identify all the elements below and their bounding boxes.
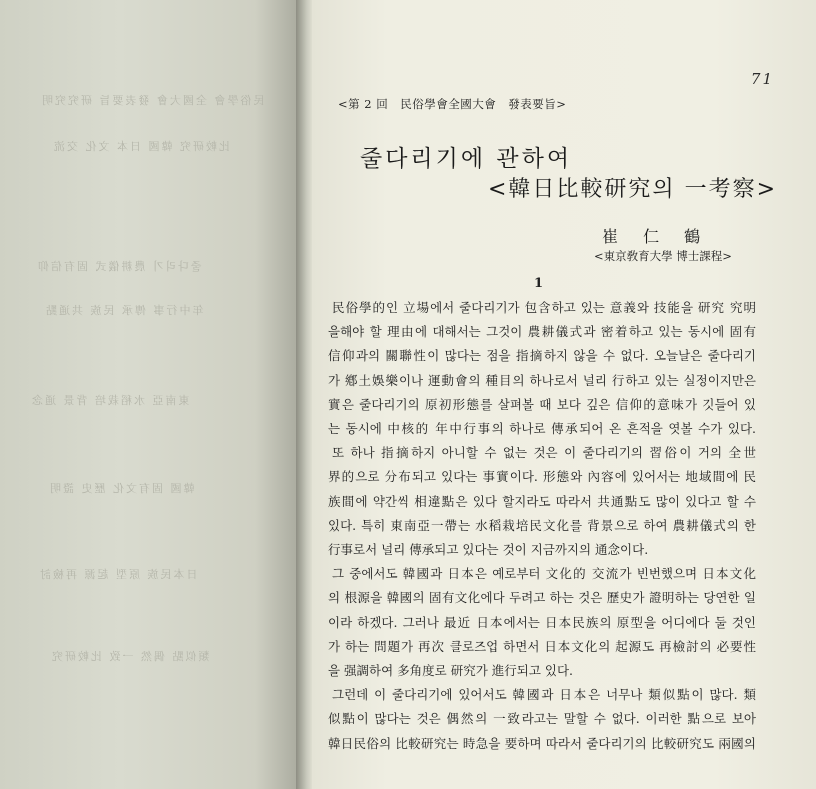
article-body [328, 296, 756, 756]
page-number: 71 [750, 70, 774, 88]
session-heading: <第 2 回 民俗學會全國大會 發表要旨> [338, 97, 567, 111]
bleed-line: 日本民族 原型 起源 再檢討 [38, 568, 198, 581]
body-line: 信仰과의 關聯性이 많다는 점을 指摘하지 않을 수 없다. 오늘날은 줄다리기 [328, 348, 756, 364]
article-subtitle: <韓日比較研究의 一考察> [488, 177, 778, 202]
author-name: 崔 仁 鶴 [602, 227, 711, 246]
body-line: 는 동시에 中核的 年中行事의 하나로 傳承되어 온 흔적을 엿볼 수가 있다. [328, 421, 756, 437]
author-affiliation: <東京敎育大學 博士課程> [594, 249, 732, 263]
body-line: 族間에 약간씩 相違點은 있다 할지라도 따라서 共通點도 많이 있다고 할 수 [328, 493, 756, 509]
body-line: 이라 하겠다. 그러나 最近 日本에서는 日本民族의 原型을 어디에다 둘 것인 [328, 614, 756, 630]
body-line: 界的으로 分布되고 있다는 事實이다. 形態와 內容에 있어서는 地域間에 民 [328, 469, 756, 485]
body-line: 을 强調하여 多角度로 研究가 進行되고 있다. [328, 663, 574, 679]
bleed-line: 韓國 固有文化 歷史 證明 [48, 482, 195, 495]
bleed-line: 比較研究 韓國 日本 文化 交流 [52, 140, 230, 153]
article-title: 줄다리기에 관하여 [360, 146, 573, 172]
body-line: 行事로서 널리 傳承되고 있다는 것이 지금까지의 通念이다. [328, 542, 649, 558]
body-line: 을해야 할 理由에 대해서는 그것이 農耕儀式과 密着하고 있는 동시에 固有 [328, 324, 756, 340]
bleed-line: 民俗學會 全國大會 發表要旨 研究究明 [40, 94, 265, 107]
body-line: 그 중에서도 韓國과 日本은 예로부터 文化的 交流가 빈번했으며 日本文化 [332, 566, 756, 582]
bleed-line: 年中行事 傳承 民族 共通點 [44, 304, 204, 317]
body-line: 가 하는 問題가 再次 클로즈업 하면서 日本文化의 起源도 再檢討의 必要性 [328, 638, 756, 654]
body-line: 또 하나 指摘하지 아니할 수 없는 것은 이 줄다리기의 習俗이 거의 全世 [332, 445, 756, 461]
body-line: 民俗學的인 立場에서 줄다리기가 包含하고 있는 意義와 技能을 研究 究明 [332, 300, 756, 315]
body-line: 의 根源을 韓國의 固有文化에다 두려고 하는 것은 歷史가 證明하는 당연한 일 [328, 590, 756, 606]
left-page [0, 0, 300, 789]
body-line: 그런데 이 줄다리기에 있어서도 韓國과 日本은 너무나 類似點이 많다. 類 [332, 687, 756, 703]
bleed-line: 줄다리기 農耕儀式 固有信仰 [36, 260, 202, 273]
right-page [312, 0, 816, 789]
bleed-line: 東南亞 水稻栽培 背景 通念 [30, 394, 190, 407]
body-line: 있다. 특히 東南亞一帶는 水稻栽培民文化를 背景으로 하여 農耕儀式의 한 [328, 517, 756, 533]
body-line: 가 鄕土娛樂이나 運動會의 種目의 하나로서 널리 行하고 있는 실정이지만은 [328, 372, 756, 388]
body-line: 似點이 많다는 것은 偶然의 一致라고는 말할 수 없다. 이러한 點으로 보아 [328, 711, 756, 727]
body-line: 實은 줄다리기의 原初形態를 살펴볼 때 보다 깊은 信仰的意味가 깃들어 있 [328, 396, 756, 412]
bleed-line: 類似點 偶然 一致 比較研究 [50, 650, 210, 663]
body-line: 韓日民俗의 比較研究는 時急을 要하며 따라서 줄다리기의 比較研究도 兩國의 [328, 735, 756, 751]
section-number: 1 [534, 276, 544, 291]
